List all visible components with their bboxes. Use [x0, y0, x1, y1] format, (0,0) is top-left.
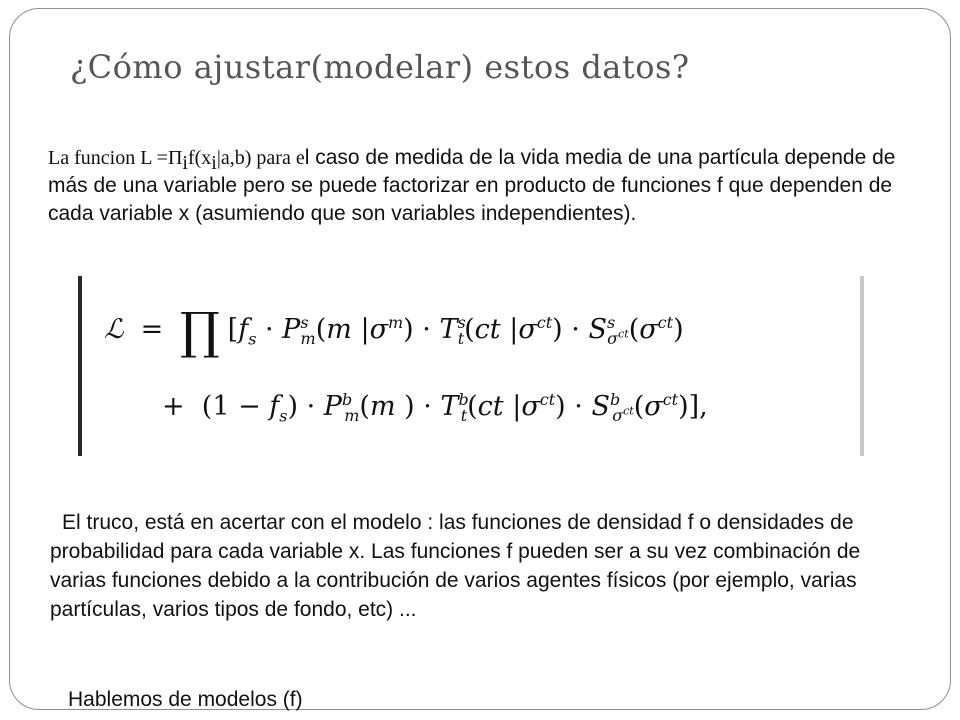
likelihood-formula-image: [78, 276, 864, 456]
para2-text: El truco, está en acertar con el modelo : las funciones de densidad f o densidades de probabilidad para cada variable x. Las funciones f pueden ser a su vez combinación de varias funciones debido a la contribución de varios agentes físicos (por ejemplo, varias partículas, varios tipos de fondo, etc) ...: [50, 511, 861, 621]
model-paragraph: [50, 508, 900, 624]
formula-lhs: ℒ: [104, 314, 124, 345]
para1-rest: l caso de medida de la vida media de una partícula depende de más de una variable pero se puede factorizar en producto de funciones f que dependen de cada variable x (asumiendo que son variables independientes).: [48, 146, 896, 225]
para1-lead: La funcion L =: [48, 147, 168, 169]
likelihood-paragraph: [48, 144, 898, 228]
x-subscript: i: [211, 152, 217, 175]
fx-open: f(x: [187, 147, 212, 169]
pi-subscript: i: [182, 152, 188, 175]
pi-symbol: Π: [167, 147, 183, 169]
formula-line-1: ℒ = ∏ [$f_s \cdot P^s_m(m$ $|\sigma^m) \cdot T^s_t(ct$ $|\sigma^{ct}) \cdot S^s_{\sigma^{ct}}(\sigma^{ct})$: [104, 302, 684, 360]
formula-plus: +: [162, 391, 185, 422]
formula-equals: =: [140, 314, 164, 345]
footer-text: Hablemos de modelos (f): [68, 688, 303, 711]
fx-rest: |a,b) para e: [216, 147, 305, 169]
formula-product-symbol: ∏: [179, 302, 220, 360]
slide-title: ¿Cómo ajustar(modelar) estos datos?: [70, 48, 690, 86]
formula-line-2: + $(1 - f_s) \cdot P^b_m(m$ ) · $T^b_t(ct$ $|\sigma^{ct}) \cdot S^b_{\sigma^{ct}}(\sigma^{ct})$],: [162, 390, 708, 426]
